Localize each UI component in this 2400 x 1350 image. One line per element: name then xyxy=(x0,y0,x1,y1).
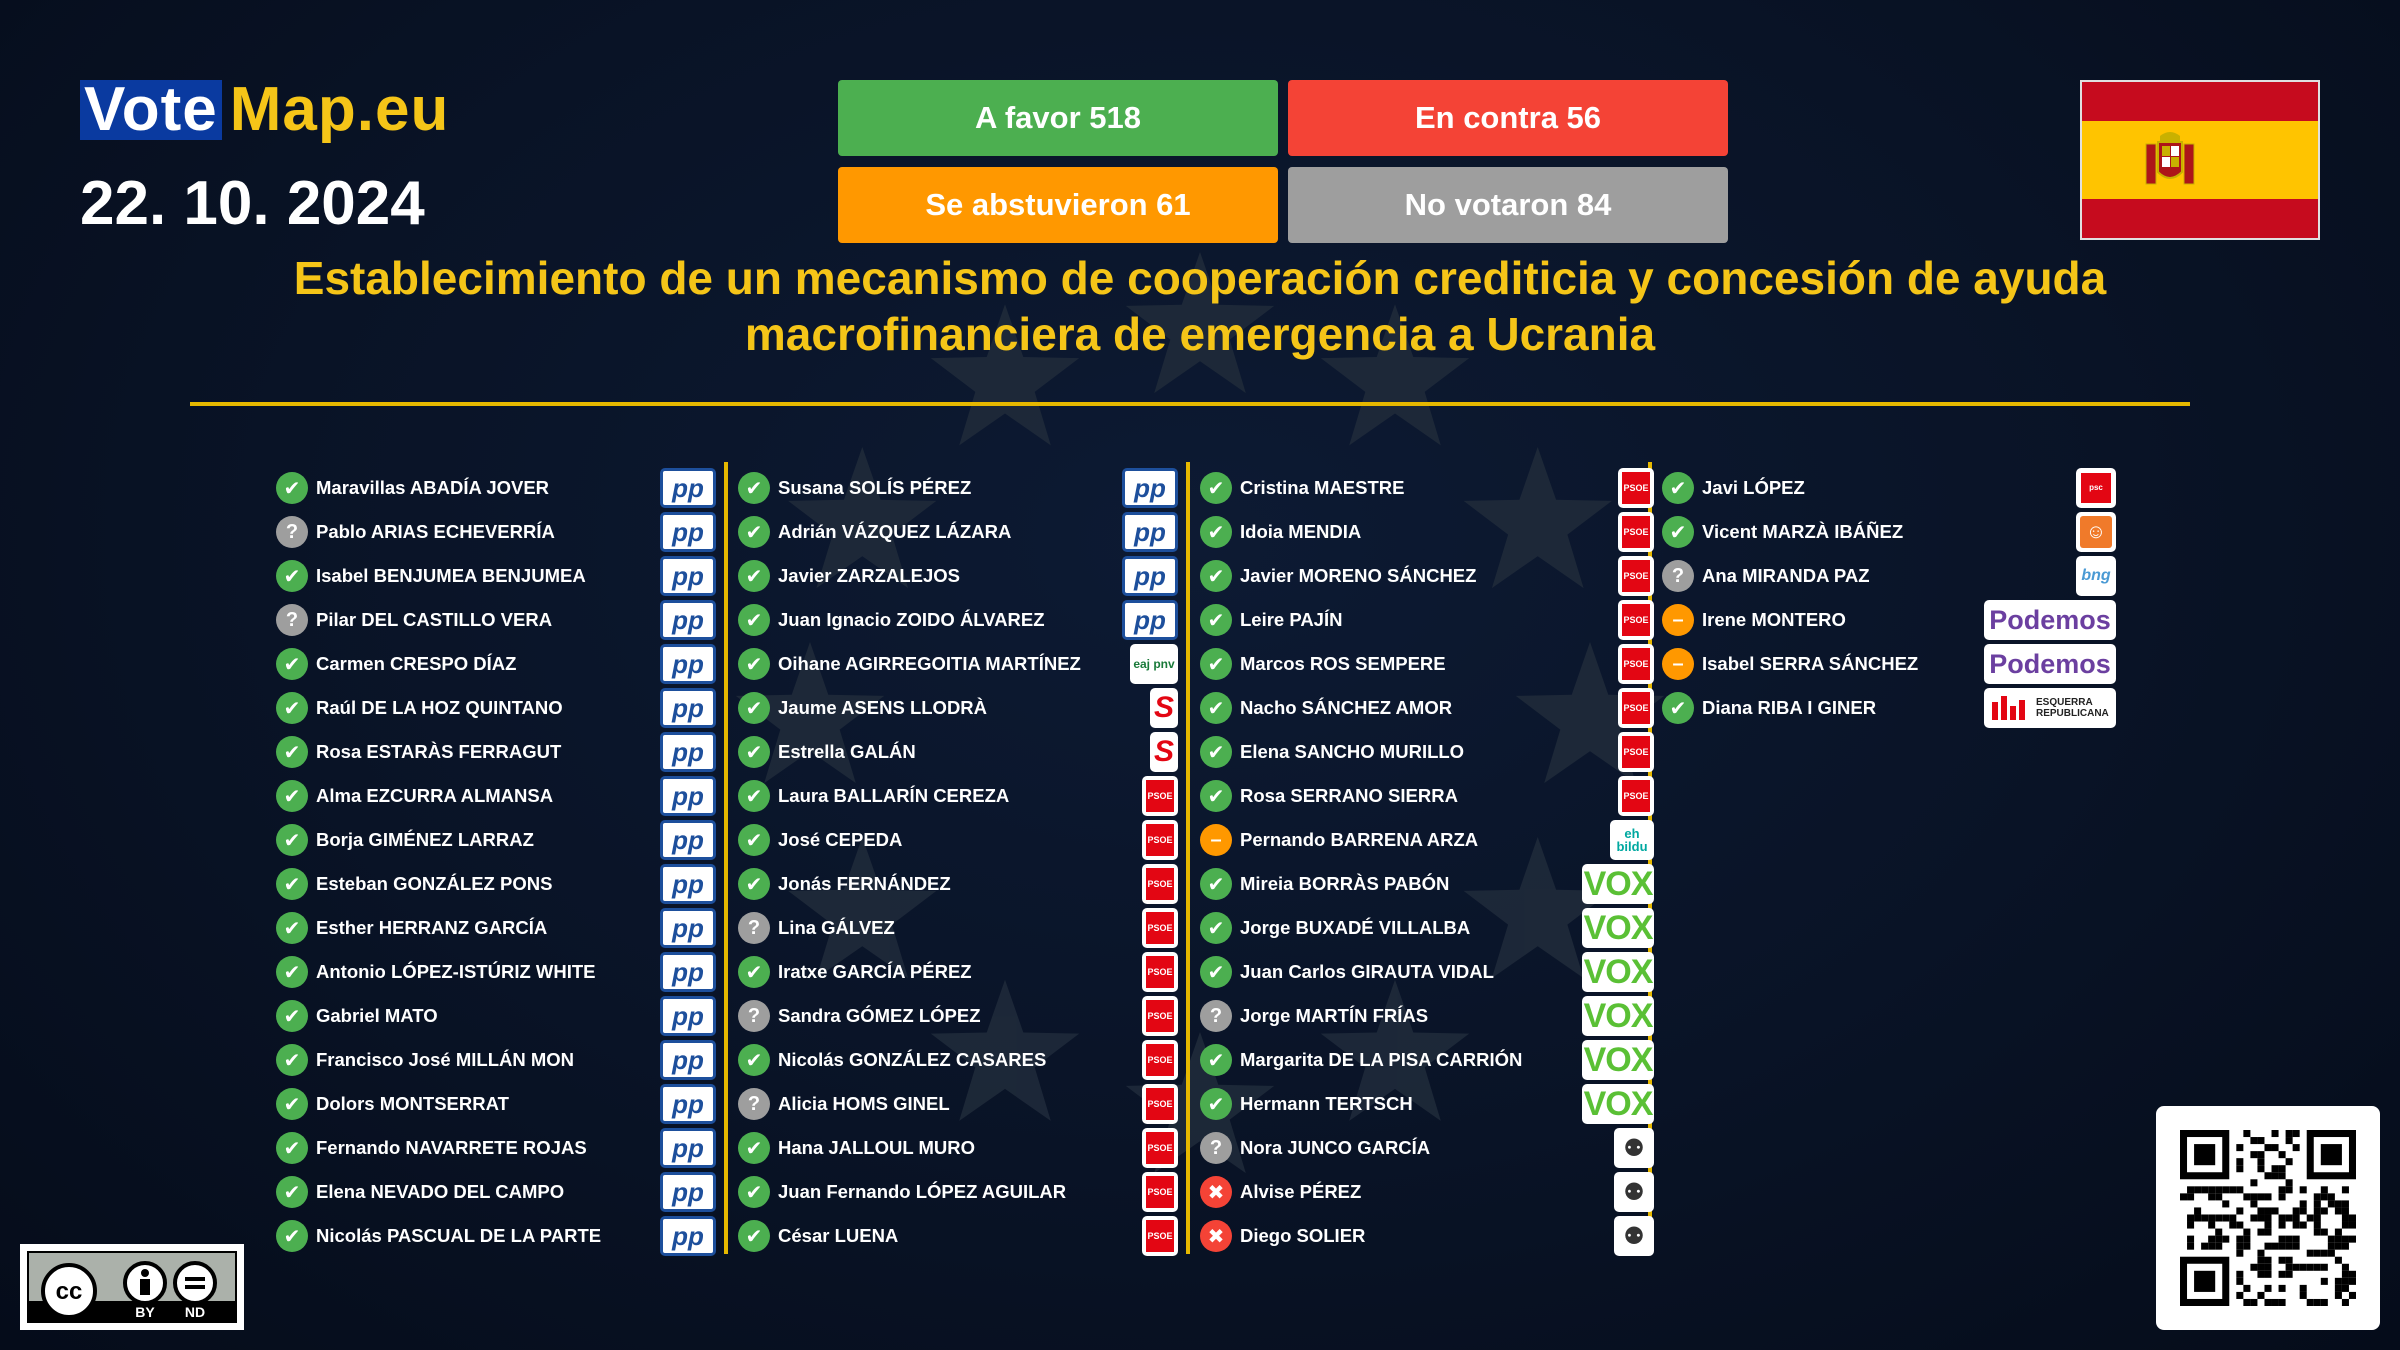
mep-row xyxy=(276,994,438,1038)
mep-name: Mireia BORRÀS PABÓN xyxy=(1240,873,1450,894)
mep-row xyxy=(1200,906,1470,950)
mep-row xyxy=(1662,642,1918,686)
mep-name: César LUENA xyxy=(778,1225,899,1246)
mep-row xyxy=(276,510,555,554)
mep-row xyxy=(1662,510,1903,554)
tally-abstained: Se abstuvieron 61 xyxy=(838,167,1278,243)
party-logo-pp: pp xyxy=(660,996,716,1036)
mep-row xyxy=(276,1082,509,1126)
party-logo-pp: pp xyxy=(660,864,716,904)
mep-row xyxy=(1200,686,1452,730)
vote-favor-icon: ✔ xyxy=(738,648,770,680)
mep-name: Raúl DE LA HOZ QUINTANO xyxy=(316,697,563,718)
party-logo-psoe: PSOE xyxy=(1142,820,1178,860)
mep-row xyxy=(1200,642,1446,686)
vote-favor-icon: ✔ xyxy=(276,1000,308,1032)
vote-unknown-icon: ? xyxy=(1200,1132,1232,1164)
party-logo-psoe: PSOE xyxy=(1618,732,1654,772)
mep-row xyxy=(1200,1038,1522,1082)
mep-row xyxy=(738,1170,1066,1214)
mep-row xyxy=(1200,862,1449,906)
party-logo-podemos: Podemos xyxy=(1984,644,2116,684)
vote-favor-icon: ✔ xyxy=(738,1220,770,1252)
mep-row xyxy=(276,906,547,950)
vote-favor-icon: ✔ xyxy=(738,472,770,504)
vote-favor-icon: ✔ xyxy=(738,692,770,724)
mep-name: Elena SANCHO MURILLO xyxy=(1240,741,1465,762)
vote-favor-icon: ✔ xyxy=(1200,956,1232,988)
party-logo-psoe: PSOE xyxy=(1142,1128,1178,1168)
vote-favor-icon: ✔ xyxy=(276,912,308,944)
mep-row xyxy=(276,730,561,774)
tally-contra: En contra 56 xyxy=(1288,80,1728,156)
party-logo-bng: bng xyxy=(2076,556,2116,596)
party-logo-vox: VOX xyxy=(1583,996,1653,1035)
vote-unknown-icon: ? xyxy=(276,604,308,636)
vote-unknown-icon: ? xyxy=(738,1000,770,1032)
party-logo-psoe: PSOE xyxy=(1142,864,1178,904)
vote-unknown-icon: ? xyxy=(738,912,770,944)
mep-row xyxy=(738,862,951,906)
vote-favor-icon: ✔ xyxy=(738,868,770,900)
mep-name: Alicia HOMS GINEL xyxy=(778,1093,950,1114)
mep-row xyxy=(276,466,549,510)
mep-name: Jaume ASENS LLODRÀ xyxy=(778,697,988,718)
vote-favor-icon: ✔ xyxy=(1200,1044,1232,1076)
vote-favor-icon: ✔ xyxy=(738,736,770,768)
mep-name: Nora JUNCO GARCÍA xyxy=(1240,1137,1431,1158)
column-divider xyxy=(1186,462,1190,1254)
party-logo-pp: pp xyxy=(660,952,716,992)
party-logo-pp: pp xyxy=(1122,556,1178,596)
vote-favor-icon: ✔ xyxy=(1200,648,1232,680)
mep-row xyxy=(1200,1082,1413,1126)
mep-row xyxy=(1200,818,1478,862)
mep-name: Adrián VÁZQUEZ LÁZARA xyxy=(778,521,1012,542)
vote-favor-icon: ✔ xyxy=(738,1176,770,1208)
mep-name: Isabel SERRA SÁNCHEZ xyxy=(1702,653,1919,674)
mep-name: Alvise PÉREZ xyxy=(1240,1181,1362,1202)
mep-row xyxy=(738,466,971,510)
party-logo-vox: VOX xyxy=(1583,864,1653,903)
party-logo-s: S xyxy=(1150,732,1178,772)
mep-name: Ana MIRANDA PAZ xyxy=(1702,565,1870,586)
mep-row xyxy=(276,686,563,730)
mep-row xyxy=(738,686,987,730)
party-logo-psoe: PSOE xyxy=(1142,1172,1178,1212)
mep-name: Javier MORENO SÁNCHEZ xyxy=(1240,565,1477,586)
mep-row xyxy=(1200,994,1428,1038)
party-logo-vox: VOX xyxy=(1583,1040,1653,1079)
mep-row xyxy=(738,510,1011,554)
vote-favor-icon: ✔ xyxy=(276,824,308,856)
mep-name: Rosa SERRANO SIERRA xyxy=(1240,785,1458,806)
vote-unknown-icon: ? xyxy=(738,1088,770,1120)
vote-date: 22. 10. 2024 xyxy=(80,169,425,238)
mep-name: Nacho SÁNCHEZ AMOR xyxy=(1240,697,1453,718)
mep-row xyxy=(738,554,960,598)
party-logo-seal: ⚉ xyxy=(1614,1128,1654,1168)
mep-row xyxy=(276,1038,574,1082)
mep-row xyxy=(1662,554,1870,598)
mep-name: Javi LÓPEZ xyxy=(1702,477,1805,498)
license-nd: ND xyxy=(184,1304,206,1320)
party-logo-psoe: PSOE xyxy=(1142,776,1178,816)
party-logo-psoe: PSOE xyxy=(1618,644,1654,684)
mep-row xyxy=(738,1038,1046,1082)
vote-favor-icon: ✔ xyxy=(276,560,308,592)
vote-unknown-icon: ? xyxy=(1662,560,1694,592)
mep-name: Carmen CRESPO DÍAZ xyxy=(316,653,517,674)
party-logo-psoe: PSOE xyxy=(1142,908,1178,948)
vote-favor-icon: ✔ xyxy=(738,1044,770,1076)
mep-row xyxy=(1200,510,1361,554)
vote-favor-icon: ✔ xyxy=(1200,868,1232,900)
mep-name: Antonio LÓPEZ-ISTÚRIZ WHITE xyxy=(316,961,596,982)
mep-row xyxy=(738,906,895,950)
vote-favor-icon: ✔ xyxy=(276,1220,308,1252)
mep-row xyxy=(1200,598,1342,642)
vote-favor-icon: ✔ xyxy=(1662,472,1694,504)
mep-row xyxy=(1200,730,1464,774)
mep-name: Pilar DEL CASTILLO VERA xyxy=(316,609,553,630)
mep-row xyxy=(276,598,552,642)
party-logo-s: S xyxy=(1150,688,1178,728)
vote-favor-icon: ✔ xyxy=(1662,692,1694,724)
party-logo-vox: VOX xyxy=(1583,908,1653,947)
party-logo-psoe: PSOE xyxy=(1618,468,1654,508)
mep-row xyxy=(276,554,586,598)
mep-name: Elena NEVADO DEL CAMPO xyxy=(316,1181,565,1202)
mep-name: Rosa ESTARÀS FERRAGUT xyxy=(316,741,562,762)
mep-row xyxy=(738,1126,975,1170)
mep-row xyxy=(276,1170,564,1214)
mep-row xyxy=(1200,466,1404,510)
party-logo-psoe: PSOE xyxy=(1618,776,1654,816)
party-logo-pp: pp xyxy=(660,1128,716,1168)
party-logo-psc: psc xyxy=(2076,468,2116,508)
mep-name: Maravillas ABADÍA JOVER xyxy=(316,477,550,498)
mep-name: Sandra GÓMEZ LÓPEZ xyxy=(778,1005,981,1026)
mep-name: Nicolás PASCUAL DE LA PARTE xyxy=(316,1225,602,1246)
mep-row xyxy=(276,1126,587,1170)
party-logo-pp: pp xyxy=(660,732,716,772)
vote-favor-icon: ✔ xyxy=(276,780,308,812)
party-logo-pp: pp xyxy=(1122,512,1178,552)
vote-favor-icon: ✔ xyxy=(276,1044,308,1076)
party-logo-pp: pp xyxy=(660,1084,716,1124)
vote-favor-icon: ✔ xyxy=(1662,516,1694,548)
party-logo-psoe: PSOE xyxy=(1142,1084,1178,1124)
party-logo-pp: pp xyxy=(660,556,716,596)
tally-not-voted: No votaron 84 xyxy=(1288,167,1728,243)
party-logo-psoe: PSOE xyxy=(1618,688,1654,728)
logo-map-text: Map.eu xyxy=(229,75,450,144)
vote-abst-icon: – xyxy=(1662,604,1694,636)
mep-row xyxy=(738,730,916,774)
mep-row xyxy=(1200,774,1458,818)
vote-favor-icon: ✔ xyxy=(738,516,770,548)
party-logo-pp: pp xyxy=(660,600,716,640)
mep-name: Juan Carlos GIRAUTA VIDAL xyxy=(1240,961,1494,982)
party-logo-comp: ☺ xyxy=(2076,512,2116,552)
mep-row xyxy=(276,818,534,862)
mep-name: Juan Ignacio ZOIDO ÁLVAREZ xyxy=(778,609,1045,630)
party-logo-pp: pp xyxy=(1122,600,1178,640)
vote-favor-icon: ✔ xyxy=(738,604,770,636)
mep-name: Borja GIMÉNEZ LARRAZ xyxy=(316,829,534,850)
party-logo-pp: pp xyxy=(660,512,716,552)
mep-name: Pablo ARIAS ECHEVERRÍA xyxy=(316,521,555,542)
vote-favor-icon: ✔ xyxy=(738,560,770,592)
mep-row xyxy=(276,862,552,906)
vote-favor-icon: ✔ xyxy=(1200,516,1232,548)
mep-row xyxy=(276,774,553,818)
tally-favor: A favor 518 xyxy=(838,80,1278,156)
mep-name: Nicolás GONZÁLEZ CASARES xyxy=(778,1049,1047,1070)
party-logo-erc: ESQUERRA REPUBLICANA xyxy=(1984,688,2116,728)
title-divider xyxy=(190,402,2190,406)
vote-favor-icon: ✔ xyxy=(276,472,308,504)
vote-favor-icon: ✔ xyxy=(738,824,770,856)
vote-favor-icon: ✔ xyxy=(276,736,308,768)
mep-name: Jonás FERNÁNDEZ xyxy=(778,873,951,894)
mep-name: Cristina MAESTRE xyxy=(1240,477,1405,498)
party-logo-bildu: eh bildu xyxy=(1610,820,1654,860)
vote-unknown-icon: ? xyxy=(1200,1000,1232,1032)
mep-name: Dolors MONTSERRAT xyxy=(316,1093,509,1114)
mep-name: Jorge BUXADÉ VILLALBA xyxy=(1240,917,1471,938)
motion-title: Establecimiento de un mecanismo de cooperación crediticia y concesión de ayuda macrofinanciera de emergencia a Ucrania xyxy=(293,252,2107,360)
vote-favor-icon: ✔ xyxy=(276,692,308,724)
votemap-logo[interactable] xyxy=(80,75,450,144)
mep-name: Esteban GONZÁLEZ PONS xyxy=(316,873,553,894)
party-logo-pp: pp xyxy=(660,820,716,860)
mep-row xyxy=(1200,1126,1430,1170)
mep-row xyxy=(1662,466,1805,510)
party-logo-psoe: PSOE xyxy=(1142,1216,1178,1256)
mep-name: Isabel BENJUMEA BENJUMEA xyxy=(316,565,586,586)
mep-name: Javier ZARZALEJOS xyxy=(778,565,960,586)
party-logo-seal: ⚉ xyxy=(1614,1216,1654,1256)
mep-name: Pernando BARRENA ARZA xyxy=(1240,829,1479,850)
mep-name: Oihane AGIRREGOITIA MARTÍNEZ xyxy=(778,653,1081,674)
party-logo-pp: pp xyxy=(660,468,716,508)
party-logo-pp: pp xyxy=(660,688,716,728)
mep-name: Susana SOLÍS PÉREZ xyxy=(778,477,972,498)
license-by: BY xyxy=(135,1304,155,1320)
mep-row xyxy=(276,1214,601,1258)
party-logo-pp: pp xyxy=(660,1216,716,1256)
mep-row xyxy=(1200,554,1476,598)
vote-favor-icon: ✔ xyxy=(1200,472,1232,504)
mep-name: Fernando NAVARRETE ROJAS xyxy=(316,1137,587,1158)
mep-name: Leire PAJÍN xyxy=(1240,609,1343,630)
vote-favor-icon: ✔ xyxy=(276,1176,308,1208)
logo-vote-text: Vote xyxy=(80,80,222,140)
party-logo-psoe: PSOE xyxy=(1618,600,1654,640)
party-logo-pp: pp xyxy=(660,776,716,816)
party-logo-pp: pp xyxy=(660,1040,716,1080)
vote-unknown-icon: ? xyxy=(276,516,308,548)
mep-row xyxy=(276,642,516,686)
mep-row xyxy=(1200,1170,1361,1214)
mep-row xyxy=(738,950,972,994)
party-logo-psoe: PSOE xyxy=(1618,512,1654,552)
mep-name: Estrella GALÁN xyxy=(778,741,916,762)
mep-row xyxy=(1200,1214,1365,1258)
mep-row xyxy=(738,642,1081,686)
mep-name: Alma EZCURRA ALMANSA xyxy=(316,785,554,806)
mep-name: Iratxe GARCÍA PÉREZ xyxy=(778,961,972,982)
cc-license-badge[interactable] xyxy=(20,1244,244,1330)
mep-name: Vicent MARZÀ IBÁÑEZ xyxy=(1702,521,1904,542)
mep-name: Gabriel MATO xyxy=(316,1005,438,1026)
qr-code-icon[interactable] xyxy=(2156,1106,2380,1330)
mep-name: Diego SOLIER xyxy=(1240,1225,1366,1246)
mep-row xyxy=(738,774,1009,818)
vote-abst-icon: – xyxy=(1200,824,1232,856)
vote-favor-icon: ✔ xyxy=(1200,780,1232,812)
mep-name: Laura BALLARÍN CEREZA xyxy=(778,785,1010,806)
vote-favor-icon: ✔ xyxy=(276,956,308,988)
party-logo-podemos: Podemos xyxy=(1984,600,2116,640)
party-logo-pnv: eaj pnv xyxy=(1130,644,1178,684)
mep-row xyxy=(1200,950,1494,994)
mep-name: Idoia MENDIA xyxy=(1240,521,1362,542)
mep-name: Lina GÁLVEZ xyxy=(778,917,895,938)
mep-name: Irene MONTERO xyxy=(1702,609,1846,630)
mep-name: Margarita DE LA PISA CARRIÓN xyxy=(1240,1049,1523,1070)
mep-row xyxy=(738,818,902,862)
mep-row xyxy=(738,994,981,1038)
mep-row xyxy=(1662,598,1846,642)
vote-favor-icon: ✔ xyxy=(738,1132,770,1164)
party-logo-vox: VOX xyxy=(1583,952,1653,991)
mep-name: Hana JALLOUL MURO xyxy=(778,1137,976,1158)
vote-favor-icon: ✔ xyxy=(1200,560,1232,592)
vote-favor-icon: ✔ xyxy=(738,780,770,812)
vote-abst-icon: – xyxy=(1662,648,1694,680)
vote-favor-icon: ✔ xyxy=(1200,912,1232,944)
mep-row xyxy=(738,1214,898,1258)
mep-name: José CEPEDA xyxy=(778,829,903,850)
vote-favor-icon: ✔ xyxy=(1200,692,1232,724)
vote-contra-icon: ✖ xyxy=(1200,1220,1232,1252)
vote-favor-icon: ✔ xyxy=(276,868,308,900)
party-logo-psoe: PSOE xyxy=(1142,952,1178,992)
column-divider xyxy=(724,462,728,1254)
vote-favor-icon: ✔ xyxy=(1200,736,1232,768)
vote-favor-icon: ✔ xyxy=(276,1132,308,1164)
vote-favor-icon: ✔ xyxy=(276,648,308,680)
mep-name: Francisco José MILLÁN MON xyxy=(316,1049,575,1070)
party-logo-psoe: PSOE xyxy=(1142,996,1178,1036)
mep-name: Esther HERRANZ GARCÍA xyxy=(316,917,548,938)
party-logo-psoe: PSOE xyxy=(1142,1040,1178,1080)
mep-row xyxy=(1662,686,1876,730)
mep-name: Hermann TERTSCH xyxy=(1240,1093,1413,1114)
party-logo-pp: pp xyxy=(1122,468,1178,508)
vote-favor-icon: ✔ xyxy=(276,1088,308,1120)
spain-flag-icon xyxy=(2080,80,2320,240)
party-logo-vox: VOX xyxy=(1583,1084,1653,1123)
mep-name: Diana RIBA I GINER xyxy=(1702,697,1877,718)
vote-favor-icon: ✔ xyxy=(1200,604,1232,636)
mep-row xyxy=(738,1082,950,1126)
mep-name: Marcos ROS SEMPERE xyxy=(1240,653,1446,674)
mep-name: Jorge MARTÍN FRÍAS xyxy=(1240,1005,1429,1026)
mep-row xyxy=(276,950,596,994)
party-logo-pp: pp xyxy=(660,1172,716,1212)
party-logo-psoe: PSOE xyxy=(1618,556,1654,596)
svg-text:cc: cc xyxy=(55,1278,83,1305)
vote-favor-icon: ✔ xyxy=(738,956,770,988)
party-logo-seal: ⚉ xyxy=(1614,1172,1654,1212)
mep-name: Juan Fernando LÓPEZ AGUILAR xyxy=(778,1181,1067,1202)
mep-row xyxy=(738,598,1045,642)
vote-contra-icon: ✖ xyxy=(1200,1176,1232,1208)
vote-favor-icon: ✔ xyxy=(1200,1088,1232,1120)
eu-star-icon xyxy=(1464,447,1612,588)
party-logo-pp: pp xyxy=(660,908,716,948)
party-logo-pp: pp xyxy=(660,644,716,684)
